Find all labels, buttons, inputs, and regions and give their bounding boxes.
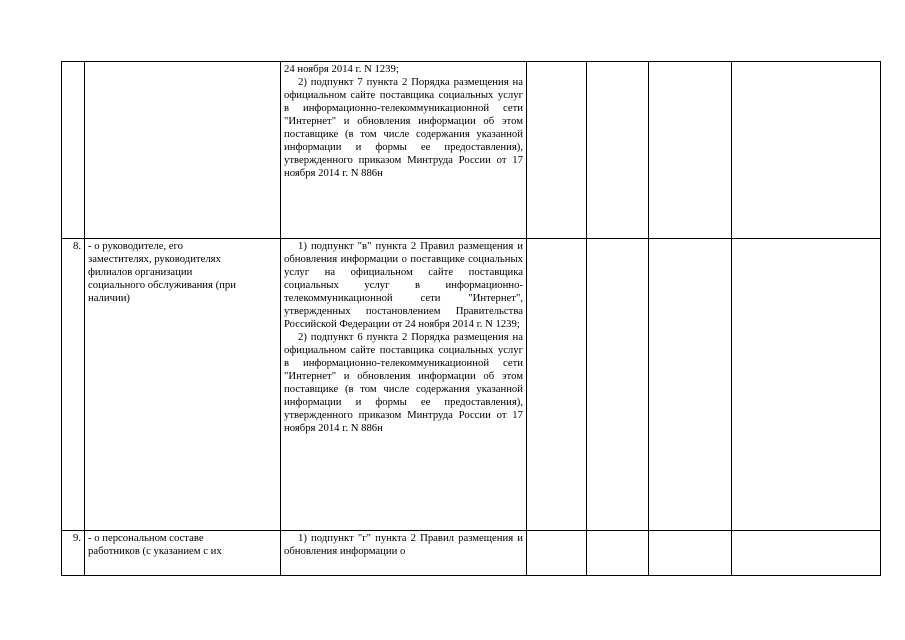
table-row [62,62,881,239]
legal-reference: 2) подпункт 7 пункта 2 Порядка размещения на официальном сайте поставщика социальных услуг в информационно-телекоммуникационной сети "Интернет" и обновления информации об этом поставщике (в том числе содержания указанной информации и формы ее предоставления), утвержденного приказом Минтруда России от 17 ноября 2014 г. N 886н [284,76,523,179]
empty-cell [527,62,587,239]
description-line: заместителях, руководителях [88,253,221,265]
legal-reference: 1) подпункт "в" пункта 2 Правил размещения и обновления информации о поставщике социальных услуг на официальном сайте поставщика социальных услуг в информационно-телекоммуникационной сети "Интернет", утвержденных постановлением Правительства Российской Федерации от 24 ноября 2014 г. N 1239; [284,240,523,330]
row-number [62,62,85,239]
description-line: - о руководителе, его [88,240,183,252]
information-description [85,531,281,576]
empty-cell [649,62,732,239]
empty-cell [732,62,881,239]
description-line: наличии) [88,292,130,304]
empty-cell [527,239,587,531]
empty-cell [732,531,881,576]
empty-cell [649,531,732,576]
description-line: филиалов организации [88,266,193,278]
row-number: 8. [62,239,85,531]
empty-cell [649,239,732,531]
empty-cell [732,239,881,531]
table-row [62,239,881,531]
row-number: 9. [62,531,85,576]
legal-basis [281,239,527,531]
requirements-table [61,61,881,576]
legal-reference: 1) подпункт "г" пункта 2 Правил размещения и обновления информации о [284,532,523,557]
information-description [85,62,281,239]
legal-reference: 24 ноября 2014 г. N 1239; [284,63,399,75]
empty-cell [587,531,649,576]
empty-cell [587,62,649,239]
description-line: работников (с указанием с их [88,545,222,557]
legal-basis [281,62,527,239]
information-description [85,239,281,531]
empty-cell [587,239,649,531]
description-line: социального обслуживания (при [88,279,236,291]
table-row [62,531,881,576]
legal-reference: 2) подпункт 6 пункта 2 Порядка размещения на официальном сайте поставщика социальных услуг в информационно-телекоммуникационной сети "Интернет" и обновления информации об этом поставщике (в том числе содержания указанной информации и формы ее предоставления), утвержденного приказом Минтруда России от 17 ноября 2014 г. N 886н [284,331,523,434]
legal-basis [281,531,527,576]
empty-cell [527,531,587,576]
description-line: - о персональном составе [88,532,204,544]
